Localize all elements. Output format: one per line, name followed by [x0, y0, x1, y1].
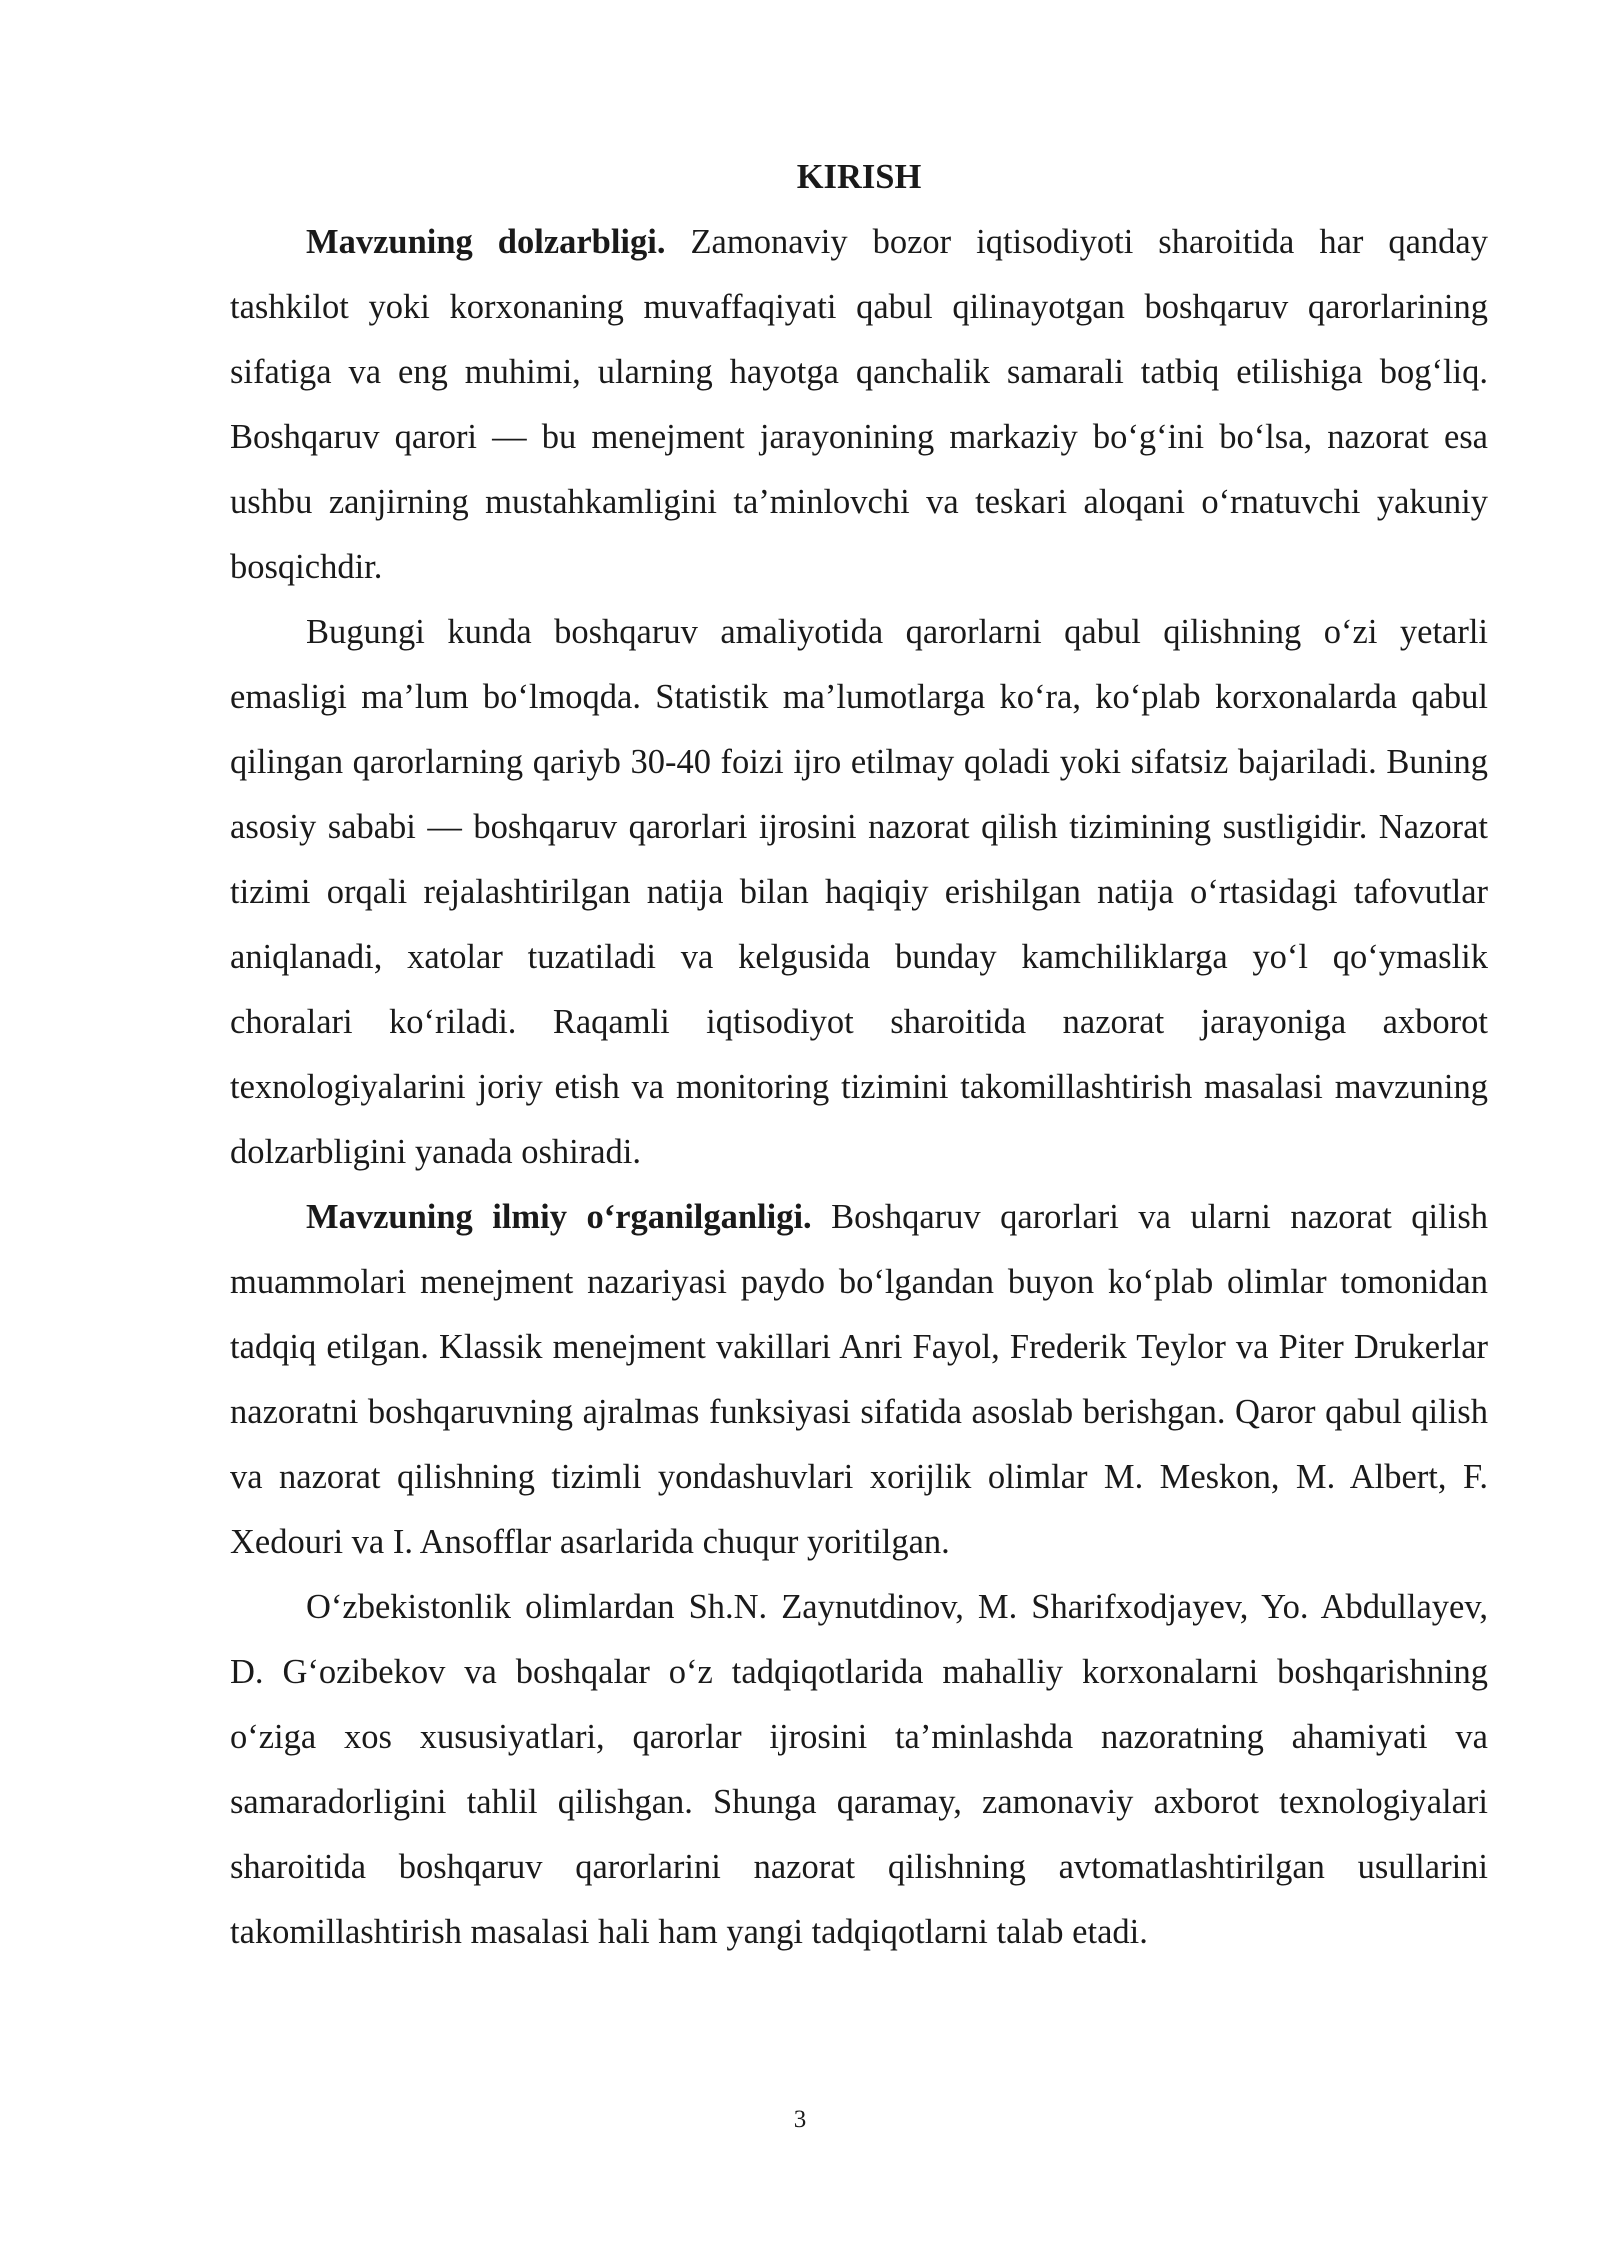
paragraph-current-practice [230, 600, 1488, 1185]
paragraph-scientific-study [230, 1185, 1488, 1575]
paragraph-lead: Mavzuning dolzarbligi. [306, 223, 666, 261]
paragraph-text: Zamonaviy bozor iqtisodiyoti sharoitida har qanday tashkilot yoki korxonaning muvaffaqiyati qabul qilinayotgan boshqaruv qarorlarining sifatiga va eng muhimi, ularning hayotga qanchalik samarali tatbiq etilishiga bog‘liq. Boshqaruv qarori — bu menejment jarayonining markaziy bo‘g‘ini bo‘lsa, nazorat esa ushbu zanjirning mustahkamligini ta’minlovchi va teskari aloqani o‘rnatuvchi yakuniy bosqichdir. [230, 223, 1488, 586]
paragraph-relevance [230, 210, 1488, 600]
paragraph-uzbek-scholars [230, 1575, 1488, 1965]
paragraph-text: Boshqaruv qarorlari va ularni nazorat qilish muammolari menejment nazariyasi paydo bo‘lgandan buyon ko‘plab olimlar tomonidan tadqiq etilgan. Klassik menejment vakillari Anri Fayol, Frederik Teylor va Piter Drukerlar nazoratni boshqaruvning ajralmas funksiyasi sifatida asoslab berishgan. Qaror qabul qilish va nazorat qilishning tizimli yondashuvlari xorijlik olimlar M. Meskon, M. Albert, F. Xedouri va I. Ansofflar asarlarida chuqur yoritilgan. [230, 1198, 1488, 1561]
document-body [230, 145, 1488, 1965]
section-heading: KIRISH [796, 158, 922, 196]
page-number: 3 [793, 2106, 807, 2133]
paragraph-lead: Mavzuning ilmiy o‘rganilganligi. [306, 1198, 812, 1236]
paragraph-text: O‘zbekistonlik olimlardan Sh.N. Zaynutdinov, M. Sharifxodjayev, Yo. Abdullayev, D. G‘ozibekov va boshqalar o‘z tadqiqotlarida mahalliy korxonalarni boshqarishning o‘ziga xos xususiyatlari, qarorlar ijrosini ta’minlashda nazoratning ahamiyati va samaradorligini tahlil qilishgan. Shunga qaramay, zamonaviy axborot texnologiyalari sharoitida boshqaruv qarorlarini nazorat qilishning avtomatlashtirilgan usullarini takomillashtirish masalasi hali ham yangi tadqiqotlarni talab etadi. [230, 1588, 1488, 1951]
paragraph-text: Bugungi kunda boshqaruv amaliyotida qarorlarni qabul qilishning o‘zi yetarli emasligi ma’lum bo‘lmoqda. Statistik ma’lumotlarga ko‘ra, ko‘plab korxonalarda qabul qilingan qarorlarning qariyb 30-40 foizi ijro etilmay qoladi yoki sifatsiz bajariladi. Buning asosiy sababi — boshqaruv qarorlari ijrosini nazorat qilish tizimining sustligidir. Nazorat tizimi orqali rejalashtirilgan natija bilan haqiqiy erishilgan natija o‘rtasidagi tafovutlar aniqlanadi, xatolar tuzatiladi va kelgusida bunday kamchiliklarga yo‘l qo‘ymaslik choralari ko‘riladi. Raqamli iqtisodiyot sharoitida nazorat jarayoniga axborot texnologiyalarini joriy etish va monitoring tizimini takomillashtirish masalasi mavzuning dolzarbligini yanada oshiradi. [230, 613, 1488, 1171]
